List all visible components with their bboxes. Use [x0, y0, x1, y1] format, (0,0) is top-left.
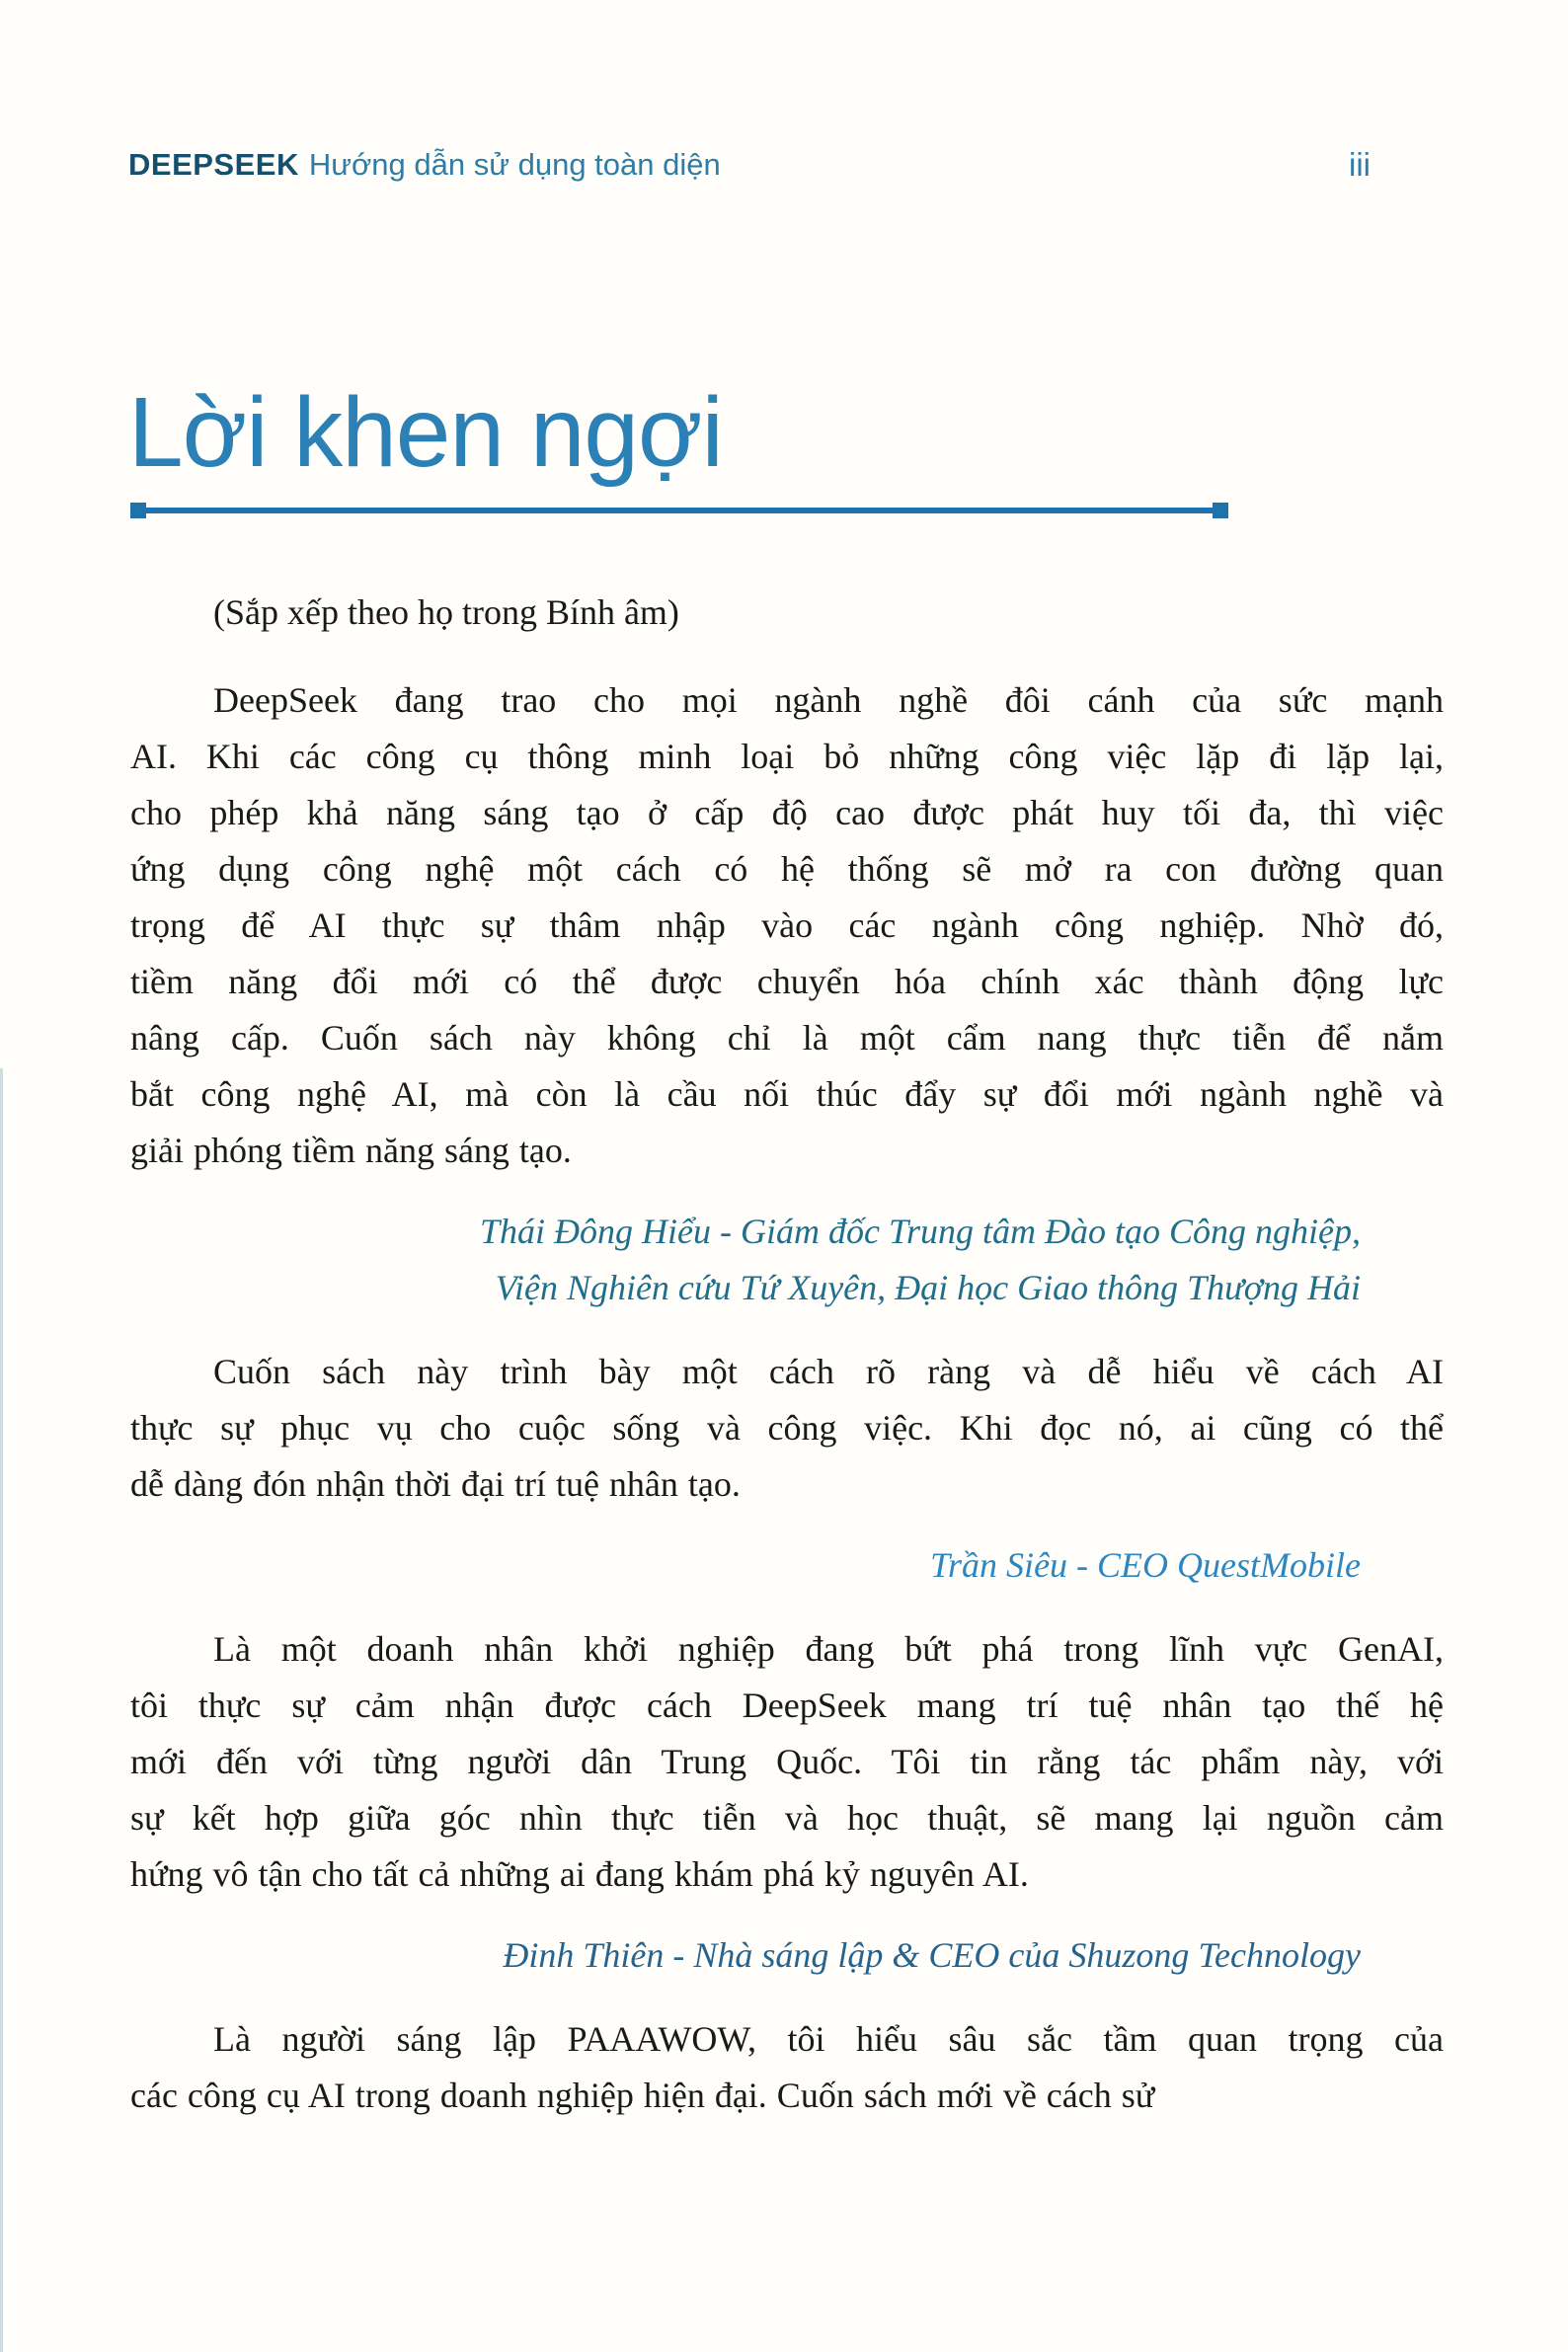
- text-line: thực sự phục vụ cho cuộc sống và công việc. Khi đọc nó, ai cũng có thể: [130, 1408, 1444, 1448]
- text-line: trọng để AI thực sự thâm nhập vào các ngành công nghiệp. Nhờ đó,: [130, 905, 1444, 945]
- text-line: bắt công nghệ AI, mà còn là cầu nối thúc đẩy sự đổi mới ngành nghề và: [130, 1074, 1444, 1114]
- attribution: [130, 1204, 1444, 1316]
- text-line: Trần Siêu - CEO QuestMobile: [930, 1545, 1361, 1585]
- text-line: mới đến với từng người dân Trung Quốc. Tôi tin rằng tác phẩm này, với: [130, 1742, 1444, 1781]
- text-line: cho phép khả năng sáng tạo ở cấp độ cao được phát huy tối đa, thì việc: [130, 793, 1444, 832]
- paragraph: [130, 2011, 1444, 2124]
- text-line: AI. Khi các công cụ thông minh loại bỏ những công việc lặp đi lặp lại,: [130, 737, 1444, 776]
- running-header: [128, 146, 1444, 184]
- text-line: dễ dàng đón nhận thời đại trí tuệ nhân tạo.: [130, 1464, 741, 1504]
- content: [130, 585, 1444, 2124]
- text-line: tiềm năng đổi mới có thể được chuyển hóa chính xác thành động lực: [130, 962, 1444, 1001]
- text-line: các công cụ AI trong doanh nghiệp hiện đại. Cuốn sách mới về cách sử: [130, 2076, 1155, 2115]
- text-line: Thái Đông Hiểu - Giám đốc Trung tâm Đào tạo Công nghiệp,: [479, 1212, 1361, 1251]
- page-number: iii: [1349, 146, 1371, 183]
- text-line: Cuốn sách này trình bày một cách rõ ràng và dễ hiểu về cách AI: [213, 1352, 1444, 1391]
- paragraph: [130, 1344, 1444, 1513]
- text-line: giải phóng tiềm năng sáng tạo.: [130, 1131, 572, 1170]
- page-edge-artifact: [0, 1068, 3, 2352]
- text-line: hứng vô tận cho tất cả những ai đang khám phá kỷ nguyên AI.: [130, 1854, 1029, 1894]
- text-line: (Sắp xếp theo họ trong Bính âm): [213, 592, 679, 632]
- text-line: sự kết hợp giữa góc nhìn thực tiễn và học thuật, sẽ mang lại nguồn cảm: [130, 1798, 1444, 1838]
- text-line: Là một doanh nhân khởi nghiệp đang bứt phá trong lĩnh vực GenAI,: [213, 1629, 1444, 1669]
- text-line: ứng dụng công nghệ một cách có hệ thống sẽ mở ra con đường quan: [130, 849, 1444, 889]
- chapter-title: Lời khen ngợi: [128, 377, 723, 488]
- paragraph: [130, 1621, 1444, 1903]
- text-line: Đinh Thiên - Nhà sáng lập & CEO của Shuzong Technology: [503, 1935, 1361, 1975]
- text-line: DeepSeek đang trao cho mọi ngành nghề đôi cánh của sức mạnh: [213, 680, 1444, 720]
- text-line: tôi thực sự cảm nhận được cách DeepSeek mang trí tuệ nhân tạo thế hệ: [130, 1686, 1444, 1725]
- paragraph: [130, 585, 1444, 641]
- text-line: Viện Nghiên cứu Tứ Xuyên, Đại học Giao thông Thượng Hải: [495, 1268, 1361, 1307]
- attribution: [130, 1927, 1444, 1984]
- attribution: [130, 1537, 1444, 1594]
- header-subtitle: Hướng dẫn sử dụng toàn diện: [308, 147, 721, 182]
- paragraph: [130, 672, 1444, 1179]
- text-line: Là người sáng lập PAAAWOW, tôi hiểu sâu sắc tầm quan trọng của: [213, 2019, 1444, 2059]
- header-brand: DEEPSEEK: [128, 147, 299, 182]
- title-rule: [130, 508, 1228, 513]
- text-line: nâng cấp. Cuốn sách này không chỉ là một cẩm nang thực tiễn để nắm: [130, 1018, 1444, 1058]
